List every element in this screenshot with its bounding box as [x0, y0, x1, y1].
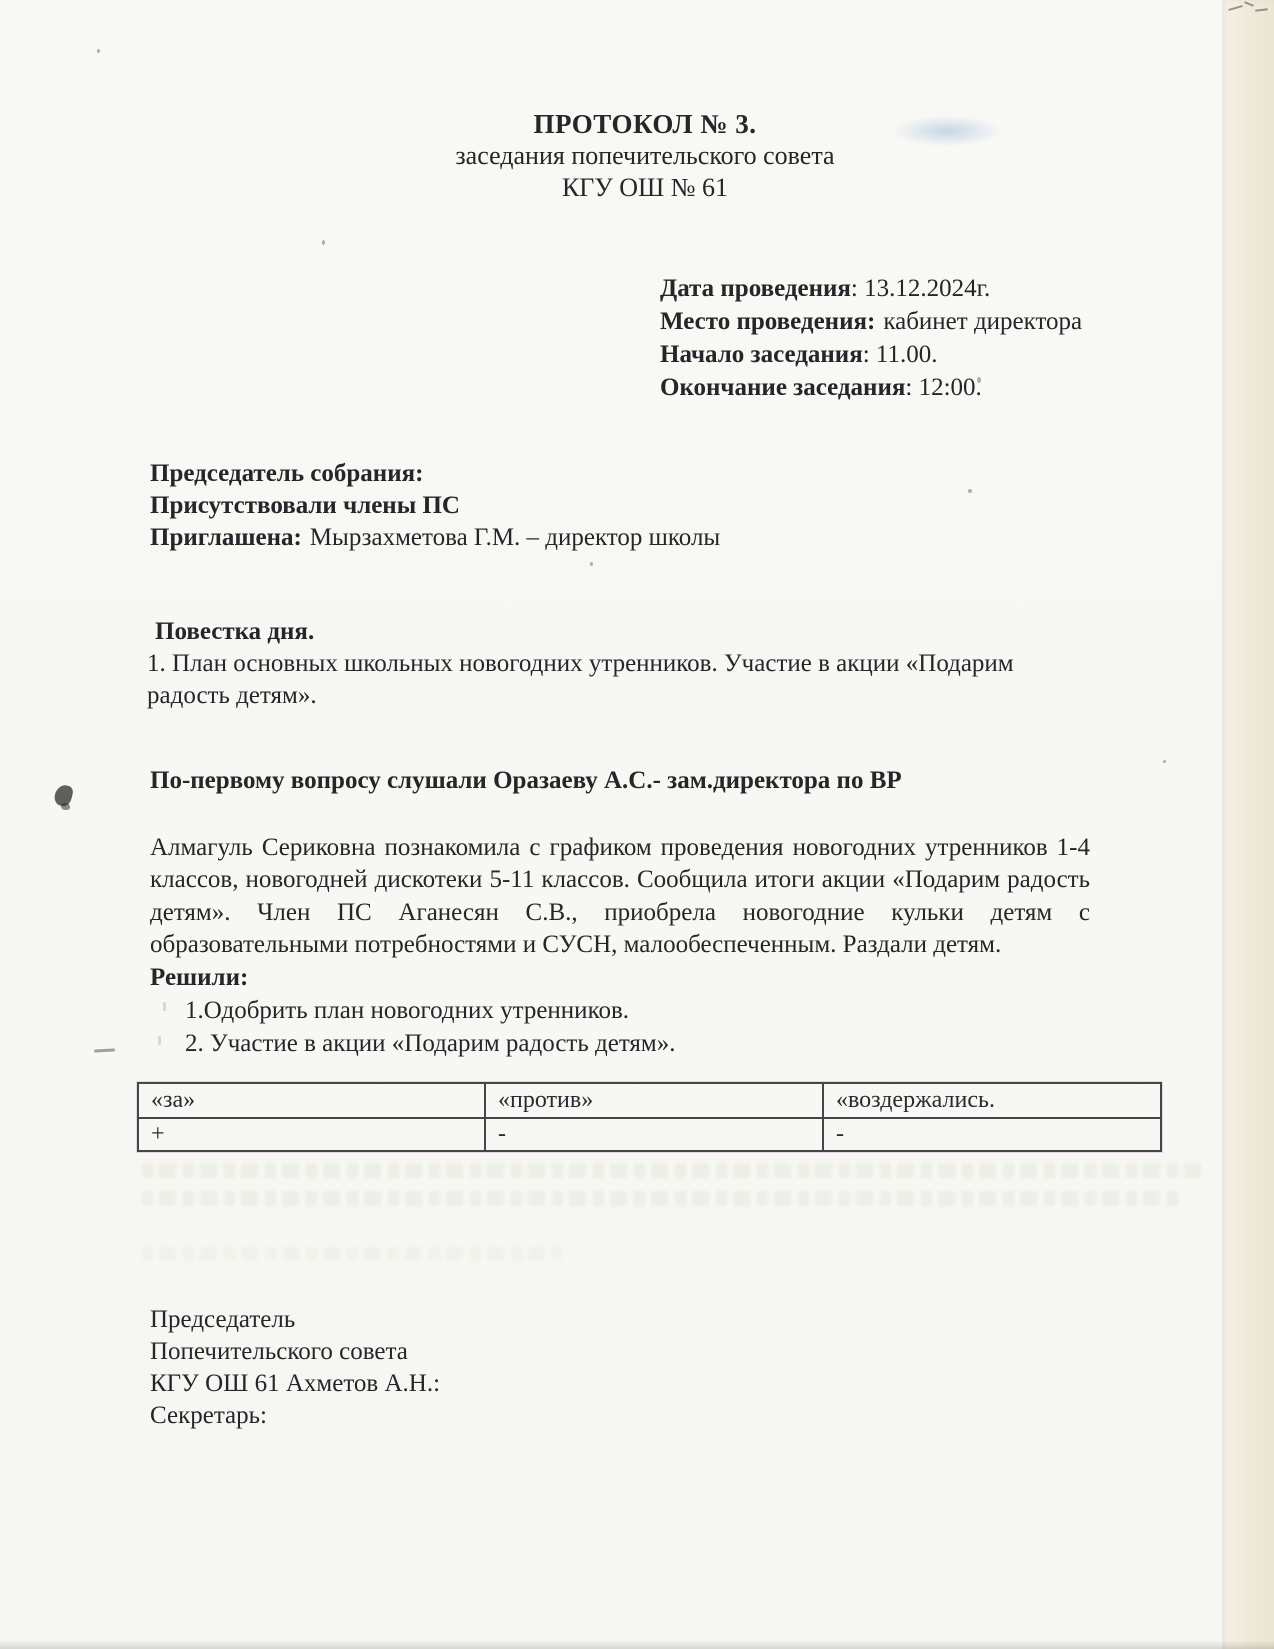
vote-table-header-row [138, 1083, 1161, 1118]
document-subtitle-council: заседания попечительского совета [455, 141, 835, 170]
meeting-end-label: Окончание заседания [660, 374, 906, 401]
meeting-start-line [660, 338, 1082, 371]
meeting-end-value: : 12:00. [905, 374, 982, 401]
invited-label: Приглашена: [150, 524, 302, 551]
signature-chairman-title: Председатель [150, 1306, 296, 1333]
signature-school-chairman-name: КГУ ОШ 61 Ахметов А.Н.: [150, 1370, 441, 1397]
vote-header-against: «против» [485, 1083, 823, 1118]
chairman-line: Председатель собрания: [150, 460, 424, 487]
agenda-block [147, 616, 1089, 712]
scan-speck [97, 49, 100, 53]
meeting-end-line [660, 371, 1082, 404]
decisions-block [150, 961, 1090, 1060]
invited-line [150, 522, 720, 554]
scan-speck [1163, 760, 1166, 763]
signature-secretary-label: Секретарь: [150, 1402, 267, 1429]
ink-blot-artifact [61, 803, 70, 810]
first-question-heading: По-первому вопросу слушали Оразаеву А.С.- зам.директора по ВР [150, 767, 902, 794]
meeting-place-line [660, 305, 1082, 338]
scan-speck [590, 562, 593, 566]
meeting-meta-block [660, 272, 1082, 404]
vote-value-abstained: - [823, 1118, 1161, 1151]
scan-page-edge-bottom [0, 1640, 1274, 1649]
present-members-line: Присутствовали члены ПС [150, 492, 460, 519]
scan-speck [968, 489, 972, 493]
decision-item-1: 1.Одобрить план новогодних утренников. [185, 997, 629, 1024]
meeting-date-value: : 13.12.2024г. [850, 275, 991, 302]
scan-speck [322, 240, 325, 245]
ghost-text-line [142, 1191, 1182, 1206]
margin-dash-artifact [94, 1048, 115, 1052]
invited-value: Мырзахметова Г.М. – директор школы [309, 524, 721, 551]
agenda-item-1: 1. План основных школьных новогодних утренников. Участие в акции «Подарим радость детям». [147, 650, 1014, 709]
discussion-paragraph: Алмагуль Сериковна познакомила с графиком проведения новогодних утренников 1-4 классов, новогодней дискотеки 5-11 классов. Сообщила итоги акции «Подарим радость детям». Член ПС Аганесян С.В., приобрела новогодние кульки детям с образовательными потребностями и СУСН, малообеспеченным. Раздали детям. [150, 834, 1090, 959]
participants-block [150, 458, 720, 554]
document-header [150, 108, 1140, 204]
meeting-place-label: Место проведения: [660, 308, 876, 335]
agenda-heading: Повестка дня. [155, 618, 315, 645]
meeting-place-value: кабинет директора [883, 308, 1083, 335]
meeting-start-value: : 11.00. [862, 341, 938, 368]
vote-value-against: - [485, 1118, 823, 1151]
vote-value-for: + [138, 1118, 485, 1151]
ghost-text-line [142, 1247, 562, 1260]
vote-header-abstained: «воздержались. [823, 1083, 1161, 1118]
meeting-date-line [660, 272, 1082, 305]
document-subtitle-school: КГУ ОШ № 61 [561, 173, 729, 202]
vote-header-for: «за» [138, 1083, 485, 1118]
signature-block [150, 1304, 440, 1432]
signature-council-line: Попечительского совета [150, 1338, 408, 1365]
decisions-heading: Решили: [150, 964, 249, 991]
vote-table [137, 1082, 1162, 1152]
meeting-start-label: Начало заседания [660, 341, 863, 368]
vote-table-values-row [138, 1118, 1161, 1151]
decision-item-2: 2. Участие в акции «Подарим радость детям». [185, 1030, 676, 1057]
ghost-text-line [142, 1163, 1204, 1178]
meeting-date-label: Дата проведения [660, 275, 851, 302]
document-title: ПРОТОКОЛ № 3. [533, 109, 757, 139]
scan-page-edge-right [1222, 0, 1274, 1649]
